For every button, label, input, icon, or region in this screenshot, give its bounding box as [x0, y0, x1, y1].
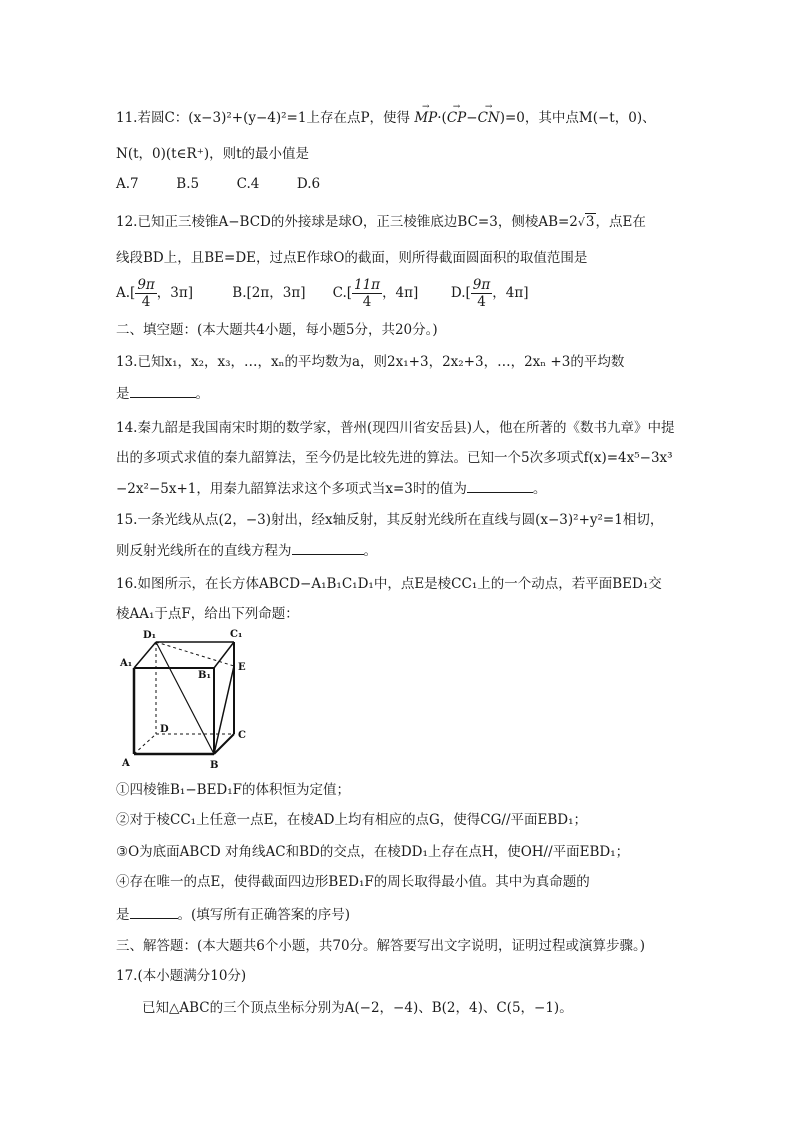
q11-option-b: B.5 — [176, 176, 200, 192]
label-b: B — [210, 760, 219, 771]
sqrt-3: 3 — [585, 214, 595, 230]
q12-c-den: 4 — [362, 294, 372, 310]
q12-a-post: ，3π] — [156, 285, 194, 301]
edge-ad — [134, 734, 156, 754]
q12-d-den: 4 — [477, 294, 486, 310]
q14-text-a: −2x²−5x+1，用秦九韶算法求这个多项式当x=3时的值为 — [116, 481, 467, 497]
q15-text-b: 。 — [363, 543, 377, 559]
q11-text-b: =0，其中点M(−t，0)、 — [505, 110, 656, 126]
q12-d-num: 9π — [472, 277, 491, 293]
q12-a-pre: A.[ — [116, 285, 136, 301]
q16-line-last — [116, 904, 350, 925]
minus-op: − — [466, 110, 478, 126]
q12-d-post: ，4π] — [492, 285, 529, 301]
q16-statement-1: ①四棱锥B₁−BED₁F的体积恒为定值； — [116, 782, 351, 798]
q16-line1: 16.如图所示，在长方体ABCD−A₁B₁C₁D₁中，点E是棱CC₁上的一个动点，若平面BED₁交 — [116, 576, 662, 592]
q15-text-a: 则反射光线所在的直线方程为 — [116, 543, 292, 559]
label-c: C — [238, 730, 246, 741]
q13-line2 — [116, 383, 209, 404]
cuboid-figure — [116, 626, 256, 772]
q14-line1: 14.秦九韶是我国南宋时期的数学家，普州(现四川省安岳县)人，他在所著的《数书九章》中提 — [116, 420, 675, 436]
label-b1: B₁ — [198, 670, 211, 681]
q16-text-a: 是 — [116, 907, 130, 923]
vector-cn: → CN — [478, 108, 500, 128]
q15-line2 — [116, 540, 377, 561]
q12-option-c — [333, 276, 447, 310]
q11-line1: 11.若圆C：(x−3)²+(y−4)²=1上存在点P，使得 → MP·(→ CP−→ CN)=0，其中点M(−t，0)、 — [116, 108, 656, 128]
dot-op: · — [437, 110, 442, 126]
segment-be — [214, 666, 234, 754]
q12-c-pre: C.[ — [332, 285, 352, 301]
segment-d1b — [156, 642, 214, 754]
q14-line3 — [116, 478, 546, 499]
q16-line2: 棱AA₁于点F，给出下列命题： — [116, 606, 299, 622]
q17-title: 17.(本小题满分10分) — [116, 968, 247, 984]
q17-line1: 已知△ABC的三个顶点坐标分别为A(−2，−4)、B(2，4)、C(5，−1)。 — [142, 1000, 573, 1016]
label-c1: C₁ — [230, 629, 243, 640]
q12-c-frac — [352, 277, 382, 310]
q16-statement-4: ④存在唯一的点E，使得截面四边形BED₁F的周长取得最小值。其中为真命题的 — [116, 874, 590, 890]
q11-line2: N(t，0)(t∈R⁺)，则t的最小值是 — [116, 146, 310, 162]
label-d1: D₁ — [143, 630, 157, 641]
q12-option-d — [451, 276, 529, 310]
q12-line1: 12.已知正三棱锥A−BCD的外接球是球O，正三棱锥底边BC=3，侧棱AB=2√3，点E在 — [116, 214, 646, 230]
edge-b1c1 — [214, 642, 234, 668]
label-a1: A₁ — [120, 658, 133, 669]
q12-option-b: B.[2π，3π] — [232, 285, 306, 301]
q12-c-num: 11π — [354, 277, 381, 293]
q16-answer-blank[interactable] — [130, 904, 178, 919]
section-3-heading: 三、解答题：(本大题共6个小题，共70分。解答要写出文字说明，证明过程或演算步骤。) — [116, 938, 646, 954]
q12-line2: 线段BD上，且BE=DE，过点E作球O的截面，则所得截面圆面积的取值范围是 — [116, 250, 588, 266]
q11-text-a: 11.若圆C：(x−3)²+(y−4)²=1上存在点P，使得 — [116, 110, 411, 126]
q14-text-b: 。 — [532, 481, 547, 497]
q12-option-a — [116, 276, 228, 310]
q12-c-post: ，4π] — [382, 285, 419, 301]
q11-option-c: C.4 — [236, 176, 260, 192]
label-d: D — [160, 724, 169, 735]
q14-line2: 出的多项式求值的秦九韶算法，至今仍是比较先进的算法。已知一个5次多项式f(x)=4x⁵−3x³ — [116, 450, 673, 466]
vector-cp: → CP — [447, 108, 466, 128]
q13-text-b: 。 — [195, 386, 209, 402]
q12-d-pre: D.[ — [450, 285, 471, 301]
q16-text-b: 。(填写所有正确答案的序号) — [177, 907, 351, 923]
q15-line1: 15.一条光线从点(2，−3)射出，经x轴反射，其反射光线所在直线与圆(x−3)²+y²=1相切， — [116, 512, 664, 528]
label-a: A — [122, 758, 130, 769]
segment-d1e — [156, 642, 234, 666]
q12-d-frac — [471, 277, 492, 310]
q14-answer-blank[interactable] — [467, 478, 533, 493]
q13-answer-blank[interactable] — [130, 383, 196, 398]
q12-a-frac — [135, 277, 156, 310]
q13-line1: 13.已知x₁，x₂，x₃，…，xₙ的平均数为a，则2x₁+3，2x₂+3，…，2xₙ +3的平均数 — [116, 354, 625, 370]
q11-option-d: D.6 — [296, 176, 321, 192]
q12-a-den: 4 — [141, 294, 151, 310]
q15-answer-blank[interactable] — [292, 540, 364, 555]
q13-text-a: 是 — [116, 386, 130, 402]
q11-options — [116, 174, 320, 194]
vector-mp: → MP — [414, 108, 437, 128]
edge-a1d1 — [134, 642, 156, 668]
q12-text-b: ，点E在 — [595, 214, 646, 230]
q12-text-a: 12.已知正三棱锥A−BCD的外接球是球O，正三棱锥底边BC=3，侧棱AB=2 — [116, 214, 578, 230]
q11-option-a: A.7 — [116, 176, 139, 192]
label-e: E — [238, 662, 246, 673]
q12-a-num: 9π — [137, 277, 155, 293]
section-2-heading: 二、填空题：(本大题共4小题，每小题5分，共20分。) — [116, 322, 438, 338]
q12-options — [116, 276, 529, 310]
q16-statement-3: ③O为底面ABCD 对角线AC和BD的交点，在棱DD₁上存在点H，使OH//平面EBD₁； — [116, 844, 630, 860]
q16-statement-2: ②对于棱CC₁上任意一点E，在棱AD上均有相应的点G，使得CG//平面EBD₁； — [116, 812, 588, 828]
